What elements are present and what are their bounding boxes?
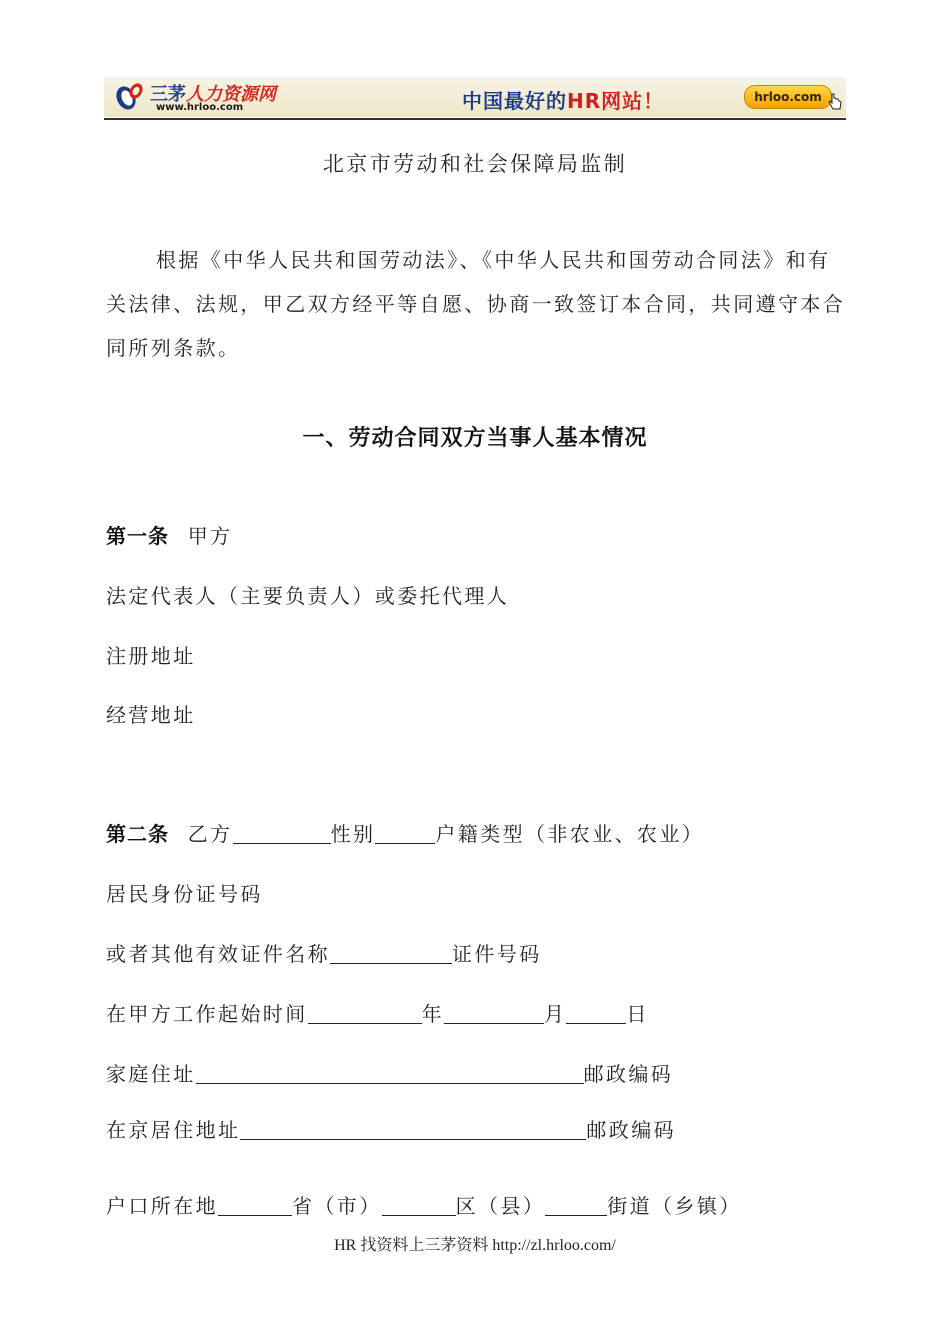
beijing-address-line — [106, 1120, 676, 1140]
business-address-label: 经营地址 — [106, 703, 196, 727]
registered-address-label: 注册地址 — [106, 644, 196, 668]
province-label: 省（市） — [292, 1194, 382, 1218]
doc-subtitle: 北京市劳动和社会保障局监制 — [322, 152, 628, 176]
banner-slogan: 中国最好的HR网站！ — [462, 89, 665, 113]
beijing-postcode-label: 邮政编码 — [586, 1118, 677, 1142]
other-id-label: 或者其他有效证件名称 — [106, 942, 330, 966]
id-number-label: 居民身份证号码 — [106, 882, 263, 906]
article-1-label: 第一条 — [106, 524, 169, 548]
home-address-label: 家庭住址 — [106, 1062, 196, 1086]
street-label: 街道（乡镇） — [607, 1194, 742, 1218]
header-rule — [104, 118, 846, 120]
start-year-field[interactable] — [308, 1005, 422, 1024]
legal-rep-label: 法定代表人（主要负责人）或委托代理人 — [106, 584, 510, 608]
hukou-type-label: 户籍类型（非农业、农业） — [435, 822, 705, 846]
beijing-address-field[interactable] — [240, 1121, 586, 1140]
page-footer: HR 找资料上三茅资料 http://zl.hrloo.com/ — [334, 1237, 616, 1254]
home-address-field[interactable] — [196, 1065, 584, 1084]
start-month-field[interactable] — [444, 1005, 544, 1024]
logo-icon — [112, 80, 146, 114]
street-field[interactable] — [545, 1197, 607, 1216]
article-2-line — [106, 824, 704, 844]
district-label: 区（县） — [455, 1194, 546, 1218]
intro-line-2: 关法律、法规，甲乙双方经平等自愿、协商一致签订本合同，共同遵守本合 — [106, 292, 846, 316]
section-heading: 一、劳动合同双方当事人基本情况 — [302, 426, 648, 451]
other-id-line — [106, 944, 542, 964]
article-1-line — [106, 526, 233, 546]
month-label: 月 — [544, 1002, 567, 1026]
home-postcode-label: 邮政编码 — [583, 1062, 674, 1086]
brand-name: 三茅人力资源网 — [150, 84, 276, 105]
home-address-line — [106, 1064, 673, 1084]
day-label: 日 — [626, 1002, 649, 1026]
party-b-label: 乙方 — [187, 822, 233, 846]
gender-field[interactable] — [375, 825, 435, 844]
start-day-field[interactable] — [566, 1005, 626, 1024]
hukou-location-line — [106, 1196, 742, 1216]
site-link-button[interactable]: hrloo.com — [744, 85, 832, 109]
cert-number-label: 证件号码 — [452, 942, 542, 966]
party-a-label: 甲方 — [187, 524, 233, 548]
brand-url: www.hrloo.com — [156, 102, 244, 113]
intro-line-3: 同所列条款。 — [106, 336, 241, 360]
beijing-address-label: 在京居住地址 — [106, 1118, 241, 1142]
province-field[interactable] — [218, 1197, 292, 1216]
start-date-label: 在甲方工作起始时间 — [106, 1002, 308, 1026]
header-banner[interactable] — [104, 77, 846, 117]
intro-line-1: 根据《中华人民共和国劳动法》、《中华人民共和国劳动合同法》和有 — [156, 248, 831, 272]
year-label: 年 — [421, 1002, 445, 1026]
district-field[interactable] — [382, 1197, 456, 1216]
gender-label: 性别 — [330, 822, 376, 846]
hukou-location-label: 户口所在地 — [106, 1194, 218, 1218]
start-date-line — [106, 1004, 649, 1024]
party-b-name-field[interactable] — [233, 825, 331, 844]
hand-cursor-icon — [828, 93, 842, 111]
article-2-label: 第二条 — [106, 822, 169, 846]
other-id-name-field[interactable] — [330, 945, 452, 964]
